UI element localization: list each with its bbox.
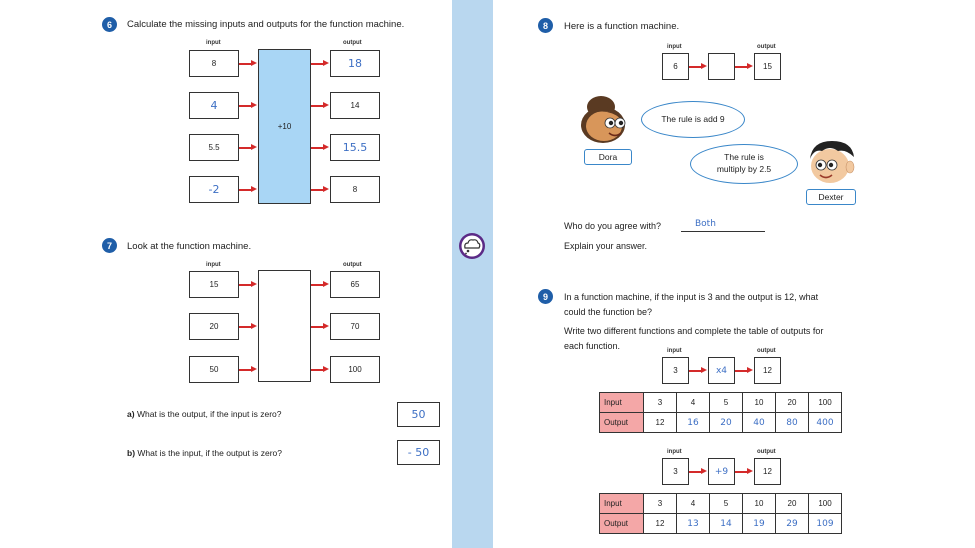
table-cell[interactable]: 40 bbox=[743, 413, 776, 433]
q6-input-2: 4 bbox=[210, 99, 218, 112]
table-cell: 10 bbox=[743, 494, 776, 514]
q9-m1-rule-box[interactable] bbox=[708, 357, 735, 384]
q8-agree-question: Who do you agree with? bbox=[564, 221, 662, 231]
q9-m1-input-box bbox=[662, 357, 689, 384]
q9-m1-rule: x4 bbox=[715, 365, 728, 376]
q9-table-1-input-head: Input bbox=[600, 393, 644, 413]
table-cell: 4 bbox=[677, 494, 710, 514]
dexter-speech-line2: multiply by 2.5 bbox=[716, 164, 772, 174]
q6-arrow-out-4 bbox=[311, 189, 324, 191]
q9-table-1 bbox=[599, 392, 842, 433]
q6-output-box-4 bbox=[330, 176, 380, 203]
q8-input: 6 bbox=[673, 62, 678, 71]
q9-m2-input-box bbox=[662, 458, 689, 485]
q6-arrow-out-2 bbox=[311, 105, 324, 107]
q9-table-2-output-row bbox=[600, 514, 842, 534]
table-cell: 10 bbox=[743, 393, 776, 413]
q6-arrow-in-4 bbox=[239, 189, 252, 191]
table-cell[interactable]: 14 bbox=[710, 514, 743, 534]
table-cell: 12 bbox=[644, 514, 677, 534]
table-cell: 5 bbox=[710, 393, 743, 413]
q6-input-box-3 bbox=[189, 134, 239, 161]
q9-m2-arrow-out bbox=[735, 471, 748, 473]
q7-output-box-1 bbox=[330, 271, 380, 298]
q8-machine-box bbox=[708, 53, 735, 80]
table-cell: 3 bbox=[644, 494, 677, 514]
q6-input-3: 5.5 bbox=[208, 143, 220, 152]
q9-m1-arrow-out bbox=[735, 370, 748, 372]
dexter-speech-bubble bbox=[690, 144, 798, 184]
q9-m2-output-label: output bbox=[757, 449, 776, 455]
q9-table-2 bbox=[599, 493, 842, 534]
q7-input-box-1 bbox=[189, 271, 239, 298]
q9-m2-output-box bbox=[754, 458, 781, 485]
q7-input-box-3 bbox=[189, 356, 239, 383]
q7-part-b-answer: - 50 bbox=[407, 446, 430, 459]
q6-rule: +10 bbox=[277, 122, 292, 131]
q7-part-a-text: What is the output, if the input is zero? bbox=[136, 409, 282, 419]
q7-input-box-2 bbox=[189, 313, 239, 340]
table-cell: 100 bbox=[809, 393, 842, 413]
q6-output-2: 14 bbox=[350, 101, 360, 110]
q9-m2-input-label: input bbox=[667, 449, 682, 455]
q8-agree-answer-line[interactable] bbox=[681, 231, 765, 232]
dexter-name-label: Dexter bbox=[806, 189, 856, 205]
dora-speech: The rule is add 9 bbox=[661, 113, 725, 124]
q9-m1-output-box bbox=[754, 357, 781, 384]
question-7-text: Look at the function machine. bbox=[127, 241, 252, 252]
q9-text-line1: In a function machine, if the input is 3 and the output is 12, what bbox=[564, 292, 819, 302]
q6-arrow-in-2 bbox=[239, 105, 252, 107]
q8-input-box bbox=[662, 53, 689, 80]
q9-m2-rule: +9 bbox=[714, 466, 729, 477]
q9-table-2-input-head: Input bbox=[600, 494, 644, 514]
question-6-text: Calculate the missing inputs and outputs for the function machine. bbox=[127, 19, 405, 30]
q9-text-line2: could the function be? bbox=[564, 307, 653, 317]
q7-input-3: 50 bbox=[209, 365, 219, 374]
q9-m1-arrow-in bbox=[689, 370, 702, 372]
q8-input-label: input bbox=[667, 44, 682, 50]
question-9-number: 9 bbox=[538, 289, 553, 304]
question-8-number: 8 bbox=[538, 18, 553, 33]
q7-input-2: 20 bbox=[209, 322, 219, 331]
q7-part-a-answer-box[interactable] bbox=[397, 402, 440, 427]
q6-arrow-out-1 bbox=[311, 63, 324, 65]
q7-part-b-answer-box[interactable] bbox=[397, 440, 440, 465]
dora-speech-bubble bbox=[641, 101, 745, 138]
q6-output-1: 18 bbox=[348, 57, 362, 70]
thinking-cloud-icon bbox=[458, 232, 486, 260]
q7-part-a-label: a) bbox=[127, 409, 135, 419]
q9-table-1-input-row bbox=[600, 393, 842, 413]
q7-part-b-text: What is the input, if the output is zero? bbox=[137, 448, 282, 458]
table-cell[interactable]: 80 bbox=[776, 413, 809, 433]
question-8-text: Here is a function machine. bbox=[564, 21, 680, 32]
q7-output-label: output bbox=[343, 262, 362, 268]
q9-m2-output: 12 bbox=[763, 467, 772, 476]
q9-m1-input: 3 bbox=[673, 366, 678, 375]
dora-name-label: Dora bbox=[584, 149, 632, 165]
q8-explain: Explain your answer. bbox=[564, 241, 648, 251]
q8-output: 15 bbox=[763, 62, 772, 71]
q7-part-a-answer: 50 bbox=[411, 408, 426, 421]
q8-agree-answer: Both bbox=[695, 219, 716, 229]
q7-input-label: input bbox=[206, 262, 221, 268]
q6-input-box-1 bbox=[189, 50, 239, 77]
q7-part-b bbox=[127, 448, 282, 458]
q9-table-1-output-head: Output bbox=[600, 413, 644, 433]
q7-output-2: 70 bbox=[350, 322, 360, 331]
q6-output-4: 8 bbox=[352, 185, 358, 194]
q9-m2-arrow-in bbox=[689, 471, 702, 473]
q6-function-machine bbox=[258, 49, 311, 204]
q6-output-label: output bbox=[343, 40, 362, 46]
q9-m2-input: 3 bbox=[673, 467, 678, 476]
q9-m1-input-label: input bbox=[667, 348, 682, 354]
question-7-number: 7 bbox=[102, 238, 117, 253]
q6-arrow-out-3 bbox=[311, 147, 324, 149]
q8-arrow-in bbox=[689, 66, 702, 68]
dexter-avatar bbox=[804, 137, 860, 187]
table-cell[interactable]: 400 bbox=[809, 413, 842, 433]
dexter-speech-line1: The rule is bbox=[724, 152, 764, 163]
q7-arrow-out-1 bbox=[311, 284, 324, 286]
table-cell[interactable]: 16 bbox=[677, 413, 710, 433]
table-cell: 4 bbox=[677, 393, 710, 413]
q7-arrow-in-2 bbox=[239, 326, 252, 328]
table-cell: 12 bbox=[644, 413, 677, 433]
table-cell: 5 bbox=[710, 494, 743, 514]
q7-arrow-out-2 bbox=[311, 326, 324, 328]
q7-output-3: 100 bbox=[348, 365, 362, 374]
q8-output-box bbox=[754, 53, 781, 80]
q6-input-4: -2 bbox=[208, 183, 220, 196]
q6-output-box-2 bbox=[330, 92, 380, 119]
q7-input-1: 15 bbox=[209, 280, 219, 289]
q9-m1-output: 12 bbox=[763, 366, 772, 375]
q8-arrow-out bbox=[735, 66, 748, 68]
q7-arrow-in-3 bbox=[239, 369, 252, 371]
q6-arrow-in-3 bbox=[239, 147, 252, 149]
dora-avatar bbox=[575, 95, 631, 147]
q7-arrow-out-3 bbox=[311, 369, 324, 371]
q9-table-2-input-row bbox=[600, 494, 842, 514]
q9-table-1-output-row bbox=[600, 413, 842, 433]
q6-input-1: 8 bbox=[211, 59, 217, 68]
q7-output-box-3 bbox=[330, 356, 380, 383]
q7-arrow-in-1 bbox=[239, 284, 252, 286]
q9-m2-rule-box[interactable] bbox=[708, 458, 735, 485]
page-divider bbox=[452, 0, 493, 548]
table-cell: 20 bbox=[776, 393, 809, 413]
table-cell: 100 bbox=[809, 494, 842, 514]
table-cell[interactable]: 109 bbox=[809, 514, 842, 534]
q9-m1-output-label: output bbox=[757, 348, 776, 354]
table-cell: 20 bbox=[776, 494, 809, 514]
q6-input-label: input bbox=[206, 40, 221, 46]
q9-text-line4: each function. bbox=[564, 341, 621, 351]
table-cell: 3 bbox=[644, 393, 677, 413]
table-cell[interactable]: 19 bbox=[743, 514, 776, 534]
table-cell[interactable]: 29 bbox=[776, 514, 809, 534]
q9-table-2-output-head: Output bbox=[600, 514, 644, 534]
q7-function-machine bbox=[258, 270, 311, 382]
q6-input-box-2[interactable] bbox=[189, 92, 239, 119]
q6-output-box-3[interactable] bbox=[330, 134, 380, 161]
q7-part-b-label: b) bbox=[127, 448, 136, 458]
q7-output-1: 65 bbox=[350, 280, 360, 289]
q6-arrow-in-1 bbox=[239, 63, 252, 65]
table-cell[interactable]: 13 bbox=[677, 514, 710, 534]
q6-output-box-1[interactable] bbox=[330, 50, 380, 77]
question-6-number: 6 bbox=[102, 17, 117, 32]
q7-part-a bbox=[127, 409, 282, 419]
q9-text-line3: Write two different functions and complete the table of outputs for bbox=[564, 326, 824, 336]
q6-output-3: 15.5 bbox=[342, 141, 368, 154]
q7-output-box-2 bbox=[330, 313, 380, 340]
q6-input-box-4[interactable] bbox=[189, 176, 239, 203]
table-cell[interactable]: 20 bbox=[710, 413, 743, 433]
q8-output-label: output bbox=[757, 44, 776, 50]
